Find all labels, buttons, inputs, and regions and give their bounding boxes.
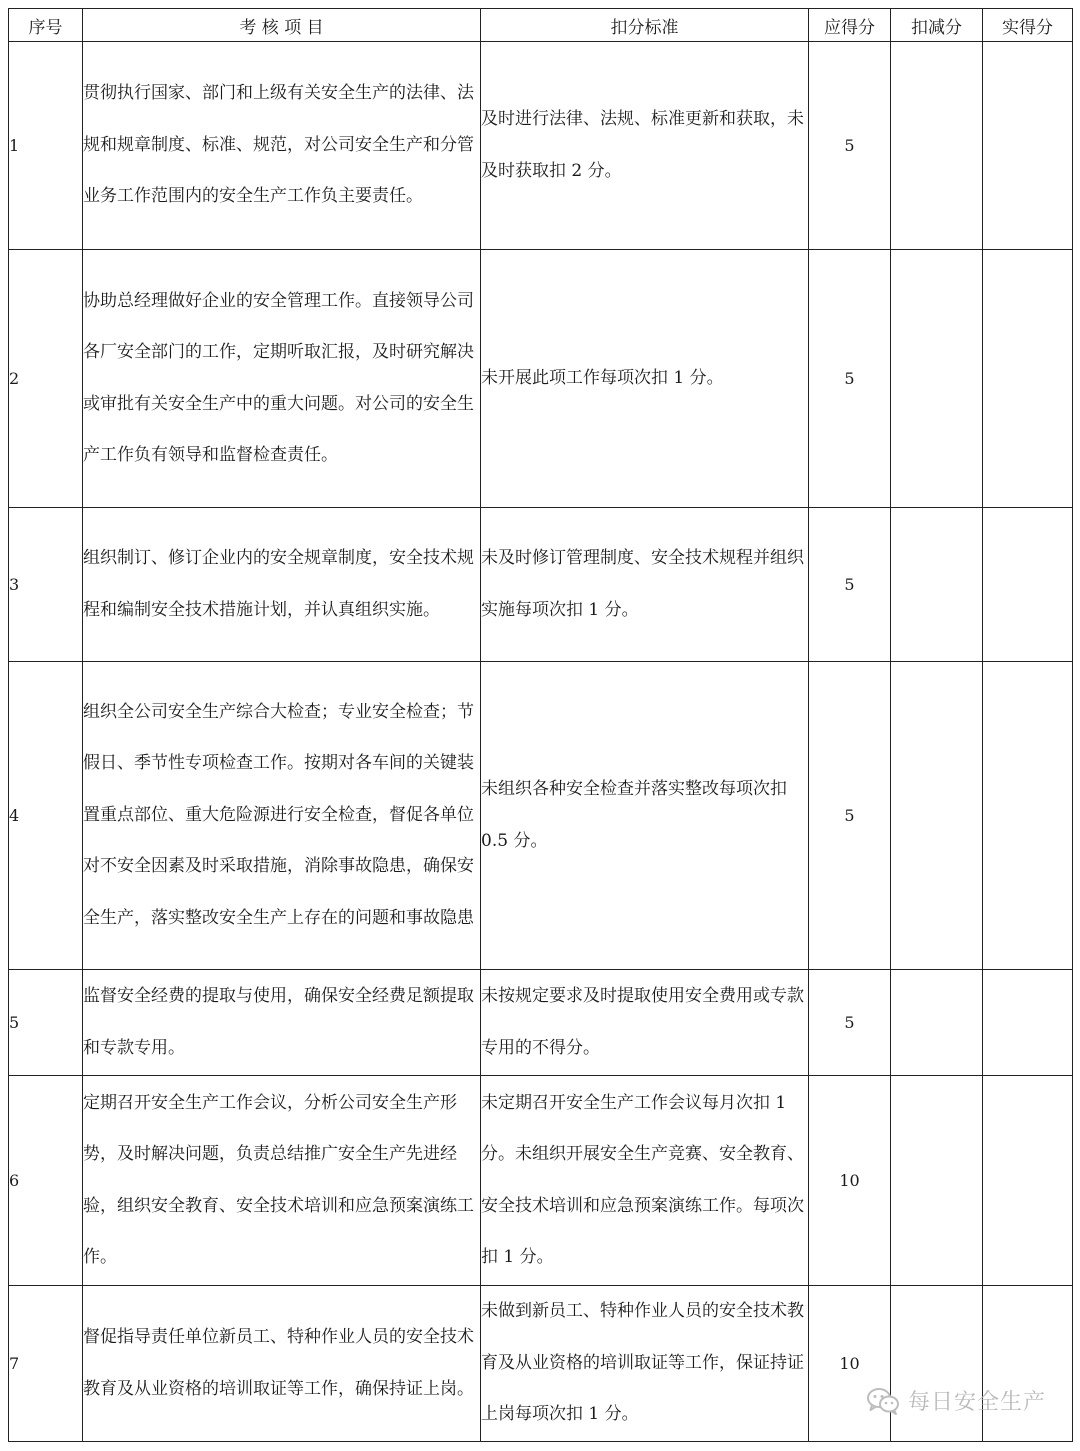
table-row — [9, 1286, 1073, 1442]
deduction-rule: 未做到新员工、特种作业人员的安全技术教育及从业资格的培训取证等工作，保证持证上岗每项次扣 1 分。 — [481, 1286, 809, 1442]
actual-score — [983, 250, 1073, 508]
actual-score — [983, 1286, 1073, 1442]
deduction-rule: 未开展此项工作每项次扣 1 分。 — [481, 250, 809, 508]
deduction-rule: 未组织各种安全检查并落实整改每项次扣 0.5 分。 — [481, 662, 809, 970]
deducted-score — [891, 1286, 983, 1442]
full-score: 5 — [809, 970, 891, 1076]
watermark-text: 每日安全生产 — [907, 1390, 1046, 1415]
table-row — [9, 508, 1073, 662]
full-score: 5 — [809, 250, 891, 508]
deduction-rule: 及时进行法律、法规、标准更新和获取，未及时获取扣 2 分。 — [481, 42, 809, 250]
assessment-item: 定期召开安全生产工作会议，分析公司安全生产形势，及时解决问题，负责总结推广安全生产先进经验，组织安全教育、安全技术培训和应急预案演练工作。 — [83, 1076, 481, 1286]
row-number: 2 — [9, 250, 83, 508]
deduction-rule: 未及时修订管理制度、安全技术规程并组织实施每项次扣 1 分。 — [481, 508, 809, 662]
deducted-score — [891, 970, 983, 1076]
header-item: 考 核 项 目 — [83, 9, 481, 42]
assessment-table — [8, 8, 1073, 1442]
deducted-score — [891, 42, 983, 250]
table-row — [9, 662, 1073, 970]
actual-score — [983, 662, 1073, 970]
deducted-score — [891, 662, 983, 970]
header-row — [9, 9, 1073, 42]
row-number: 7 — [9, 1286, 83, 1442]
assessment-item: 组织制订、修订企业内的安全规章制度，安全技术规程和编制安全技术措施计划，并认真组织实施。 — [83, 508, 481, 662]
header-score: 应得分 — [809, 9, 891, 42]
row-number: 5 — [9, 970, 83, 1076]
row-number: 1 — [9, 42, 83, 250]
deducted-score — [891, 1076, 983, 1286]
header-actual: 实得分 — [983, 9, 1073, 42]
full-score: 5 — [809, 662, 891, 970]
full-score: 5 — [809, 508, 891, 662]
header-no: 序号 — [9, 9, 83, 42]
assessment-item: 协助总经理做好企业的安全管理工作。直接领导公司各厂安全部门的工作，定期听取汇报，及时研究解决或审批有关安全生产中的重大问题。对公司的安全生产工作负有领导和监督检查责任。 — [83, 250, 481, 508]
assessment-item: 组织全公司安全生产综合大检查；专业安全检查；节假日、季节性专项检查工作。按期对各车间的关键装置重点部位、重大危险源进行安全检查，督促各单位对不安全因素及时采取措施，消除事故隐患，确保安全生产，落实整改安全生产上存在的问题和事故隐患 — [83, 662, 481, 970]
assessment-item: 贯彻执行国家、部门和上级有关安全生产的法律、法规和规章制度、标准、规范，对公司安全生产和分管业务工作范围内的安全生产工作负主要责任。 — [83, 42, 481, 250]
deduction-rule: 未定期召开安全生产工作会议每月次扣 1 分。未组织开展安全生产竞赛、安全教育、安全技术培训和应急预案演练工作。每项次扣 1 分。 — [481, 1076, 809, 1286]
header-deduct: 扣减分 — [891, 9, 983, 42]
wechat-icon — [866, 1386, 900, 1416]
row-number: 4 — [9, 662, 83, 970]
actual-score — [983, 508, 1073, 662]
table-row — [9, 1076, 1073, 1286]
deducted-score — [891, 250, 983, 508]
full-score: 5 — [809, 42, 891, 250]
row-number: 6 — [9, 1076, 83, 1286]
actual-score — [983, 1076, 1073, 1286]
table-row — [9, 970, 1073, 1076]
deducted-score — [891, 508, 983, 662]
watermark — [866, 1385, 1046, 1416]
row-number: 3 — [9, 508, 83, 662]
deduction-rule: 未按规定要求及时提取使用安全费用或专款专用的不得分。 — [481, 970, 809, 1076]
full-score: 10 — [809, 1076, 891, 1286]
assessment-item: 监督安全经费的提取与使用，确保安全经费足额提取和专款专用。 — [83, 970, 481, 1076]
actual-score — [983, 970, 1073, 1076]
full-score: 10 — [809, 1286, 891, 1442]
actual-score — [983, 42, 1073, 250]
table-row — [9, 42, 1073, 250]
table-row — [9, 250, 1073, 508]
header-rule: 扣分标准 — [481, 9, 809, 42]
assessment-item: 督促指导责任单位新员工、特种作业人员的安全技术教育及从业资格的培训取证等工作，确保持证上岗。 — [83, 1286, 481, 1442]
